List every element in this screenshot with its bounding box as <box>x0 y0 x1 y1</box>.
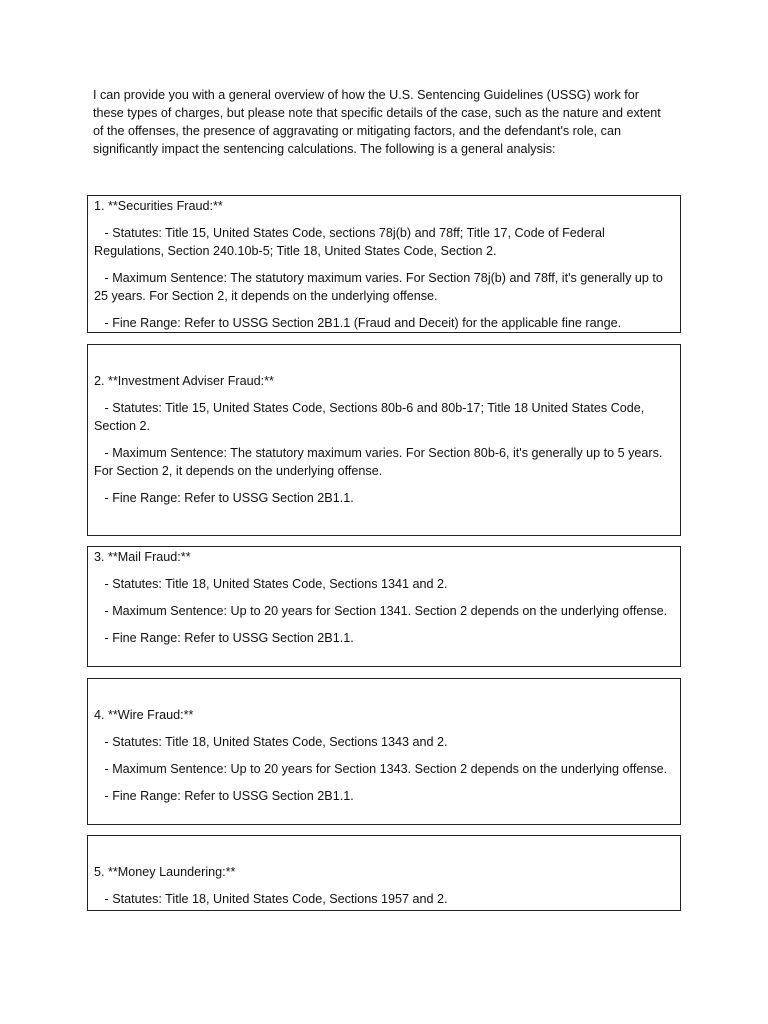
intro-paragraph: I can provide you with a general overview of how the U.S. Sentencing Guidelines (USSG) work for these types of charges, but please note that specific details of the case, such as the nature and extent of the offenses, the presence of aggravating or mitigating factors, and the defendant's role, can significantly impact the sentencing calculations. The following is a general analysis: <box>93 88 661 156</box>
section-statutes: - Statutes: Title 18, United States Code, Sections 1341 and 2. <box>94 577 448 591</box>
section-max-sentence: - Maximum Sentence: Up to 20 years for Section 1341. Section 2 depends on the underlying offense. <box>94 604 668 618</box>
section-fine-range: - Fine Range: Refer to USSG Section 2B1.1 (Fraud and Deceit) for the applicable fine range. <box>94 316 622 330</box>
section-max-sentence: - Maximum Sentence: The statutory maximum varies. For Section 80b-6, it's generally up to 5 years. For Section 2, it depends on the underlying offense. <box>94 446 663 478</box>
section-box-investment-adviser-fraud <box>87 344 681 536</box>
section-fine-range: - Fine Range: Refer to USSG Section 2B1.1. <box>94 491 354 505</box>
section-statutes: - Statutes: Title 15, United States Code, Sections 80b-6 and 80b-17; Title 18 United States Code, Section 2. <box>94 401 645 433</box>
section-heading: 5. **Money Laundering:** <box>94 865 236 879</box>
section-box-wire-fraud <box>87 678 681 825</box>
section-max-sentence: - Maximum Sentence: The statutory maximum varies. For Section 78j(b) and 78ff, it's generally up to 25 years. For Section 2, it depends on the underlying offense. <box>94 271 663 303</box>
section-fine-range: - Fine Range: Refer to USSG Section 2B1.1. <box>94 631 354 645</box>
section-heading: 2. **Investment Adviser Fraud:** <box>94 374 274 388</box>
section-heading: 1. **Securities Fraud:** <box>94 199 223 213</box>
section-statutes: - Statutes: Title 18, United States Code, Sections 1343 and 2. <box>94 735 448 749</box>
section-box-mail-fraud <box>87 546 681 667</box>
section-max-sentence: - Maximum Sentence: Up to 20 years for Section 1343. Section 2 depends on the underlying offense. <box>94 762 668 776</box>
section-fine-range: - Fine Range: Refer to USSG Section 2B1.1. <box>94 789 354 803</box>
section-statutes: - Statutes: Title 15, United States Code, sections 78j(b) and 78ff; Title 17, Code of Federal Regulations, Section 240.10b-5; Title 18, United States Code, Section 2. <box>94 226 605 258</box>
section-box-money-laundering <box>87 835 681 911</box>
section-heading: 4. **Wire Fraud:** <box>94 708 194 722</box>
section-statutes: - Statutes: Title 18, United States Code, Sections 1957 and 2. <box>94 892 448 906</box>
section-box-securities-fraud <box>87 195 681 333</box>
section-heading: 3. **Mail Fraud:** <box>94 550 191 564</box>
